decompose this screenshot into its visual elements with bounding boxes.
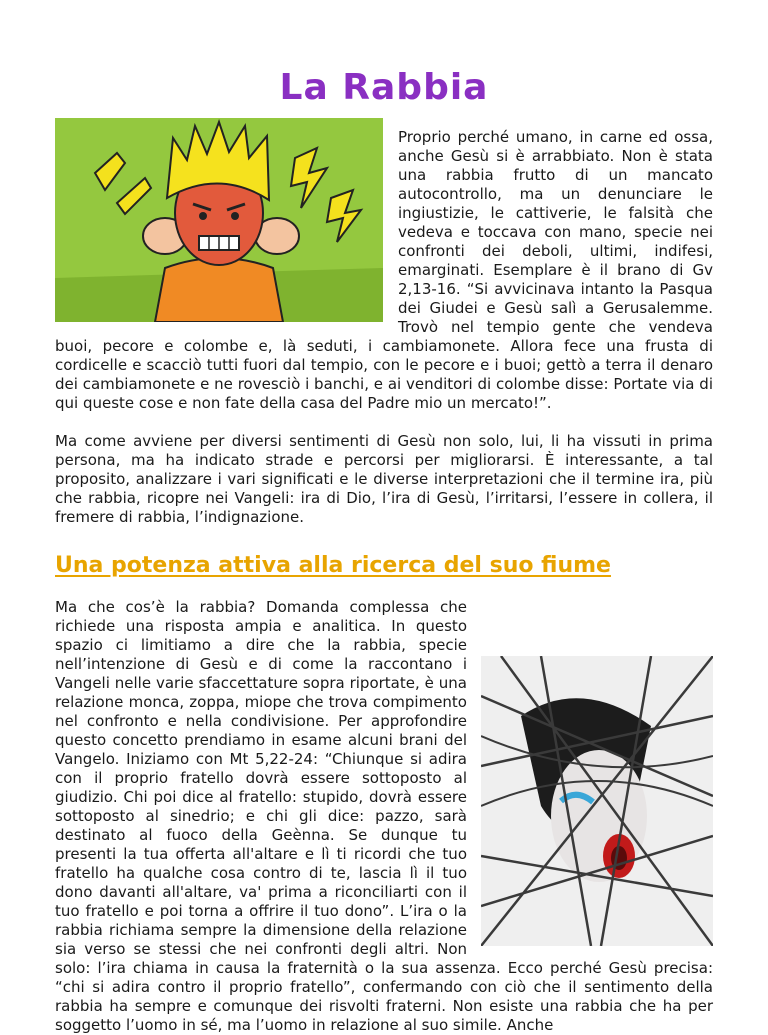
intro-paragraph: Proprio perché umano, in carne ed ossa, anche Gesù si è arrabbiato. Non è stata una rabbia frutto di un mancato autocontrollo, ma un denunciare le ingiustizie, le cattiverie, le falsità che vedeva e toccava con mano, specie nei confronti dei deboli, ultimi, indifesi, emarginati. Esemplare è il brano di Gv 2,13-16. “Si avvicinava intanto la Pasqua dei Giudei e Gesù salì a Gerusalemme. Trovò nel tempio gente che vendeva buoi, pecore e colombe e, là seduti, i cambiamonete. Allora fece una frusta di cordicelle e scacciò tutti fuori dal tempio, con le pecore e i buoi; gettò a terra il denaro dei cambiamonete e ne rovesciò i banchi, e ai venditori di colombe disse: Portate via di qui queste cose e non fate della casa del Padre mio un mercato!”. bbox=[55, 128, 713, 412]
image-float-spacer-2 bbox=[467, 654, 713, 946]
image-float-spacer bbox=[55, 128, 398, 332]
page-title: La Rabbia bbox=[279, 67, 489, 108]
second-paragraph: Ma come avviene per diversi sentimenti di Gesù non solo, lui, li ha vissuti in prima persona, ma ha indicato strade e percorsi per migliorarsi. È interessante, a tal proposito, analizzare i vari significati e le diverse interpretazioni che il termine ira, più che rabbia, ricopre nei Vangeli: ira di Dio, l’ira di Gesù, l’irritarsi, l’essere in collera, il fremere di rabbia, l’indignazione. bbox=[55, 432, 713, 526]
third-paragraph-block bbox=[55, 598, 713, 1035]
section-heading: Una potenza attiva alla ricerca del suo fiume bbox=[55, 553, 611, 578]
intro-paragraph-block bbox=[55, 128, 713, 413]
third-paragraph: Ma che cos’è la rabbia? Domanda complessa che richiede una risposta ampia e analitica. In questo spazio ci limitiamo a dire che la rabbia, specie nell’intenzione di Gesù e di come la raccontano i Vangeli nelle varie sfaccettature sopra riportate, è una relazione monca, zoppa, miope che trova compimento nel confronto e nella condivisione. Per approfondire questo concetto prendiamo in esame alcuni brani del Vangelo. Iniziamo con Mt 5,22-24: “Chiunque si adira con il proprio fratello dovrà essere sottoposto al giudizio. Chi poi dice al fratello: stupido, dovrà essere sottoposto al sinedrio; e chi gli dice: pazzo, sarà destinato al fuoco della Geènna. Se dunque tu presenti la tua offerta all'altare e lì ti ricordi che tuo fratello ha qualche cosa contro di te, lascia lì il tuo dono davanti all'altare, va' prima a riconciliarti con il tuo fratello e poi torna a offrire il tuo dono”. L’ira o la rabbia richiama sempre la dimensione della relazione sia verso se stessi che nei confronti degli altri. Non solo: l’ira chiama in causa la fraternità o la sua assenza. Ecco perché Gesù precisa: “chi si adira contro il proprio fratello”, confermando con ciò che il sentimento della rabbia ha sempre e comunque dei risvolti fraterni. Non esiste una rabbia che ha per soggetto l’uomo in sé, ma l’uomo in relazione al suo simile. Anche bbox=[55, 598, 713, 1034]
